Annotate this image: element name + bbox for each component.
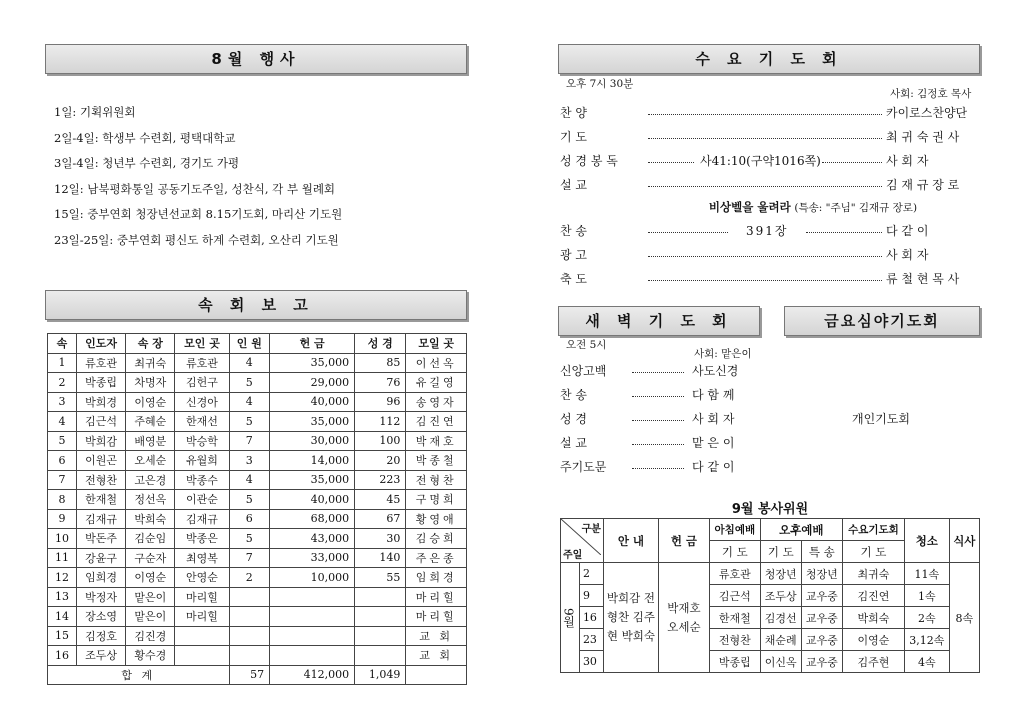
- group-number: 2: [48, 373, 77, 393]
- offering: 33,000: [270, 548, 355, 568]
- bible-chapters: 45: [355, 490, 406, 510]
- total-empty: [406, 665, 467, 685]
- attendance: [229, 607, 270, 627]
- bible-chapters: 76: [355, 373, 406, 393]
- prayer-header: 기 도: [709, 541, 760, 563]
- attendance: 4: [229, 353, 270, 373]
- next-place: 구명희: [406, 490, 467, 510]
- order-row: [560, 128, 980, 146]
- meeting-place: 이관순: [175, 490, 229, 510]
- dot-leader: [632, 362, 684, 373]
- bible-chapters: 20: [355, 451, 406, 471]
- bible-chapters: 85: [355, 353, 406, 373]
- attendance: [229, 646, 270, 666]
- group-head: 차명자: [126, 373, 175, 393]
- meeting-place: 신경아: [175, 392, 229, 412]
- attendance: 5: [229, 373, 270, 393]
- report-row: [48, 431, 467, 451]
- sermon-name: 비상벨을 울려라: [708, 200, 791, 214]
- report-row: [48, 412, 467, 432]
- report-row: [48, 548, 467, 568]
- order-value: 최 귀 숙 권 사: [886, 130, 960, 144]
- group-number: 14: [48, 607, 77, 627]
- special-song: 청장년: [801, 563, 842, 585]
- order-value: 김 재 규 장 로: [886, 178, 960, 192]
- meeting-place: 박종은: [175, 529, 229, 549]
- leader: 김재규: [77, 509, 126, 529]
- group-head: 김순임: [126, 529, 175, 549]
- guide-names: 박희감 전형찬 김주현 박희숙: [603, 563, 658, 673]
- friday-body: 개인기도회: [852, 412, 910, 426]
- order-value: 사 회 자: [886, 248, 929, 262]
- report-header: 인 원: [229, 334, 270, 354]
- bible-chapters: 100: [355, 431, 406, 451]
- dawn-value: 다 함 께: [692, 388, 735, 402]
- group-number: 9: [48, 509, 77, 529]
- leader: 강윤구: [77, 548, 126, 568]
- cleaning-group: 4속: [904, 651, 949, 673]
- report-header-row: [48, 334, 467, 354]
- dot-leader: [648, 104, 882, 115]
- dawn-value: 다 같 이: [692, 460, 735, 474]
- bible-chapters: 112: [355, 412, 406, 432]
- next-place: 황영애: [406, 509, 467, 529]
- group-number: 1: [48, 353, 77, 373]
- leader: 박희경: [77, 392, 126, 412]
- week-number: 9: [579, 585, 603, 607]
- scripture-ref: 사41:10(구약1016쪽): [700, 154, 821, 168]
- corner-cell: [561, 519, 604, 563]
- next-place: 마리힐: [406, 587, 467, 607]
- dawn-row: [560, 458, 760, 476]
- leader: 이원곤: [77, 451, 126, 471]
- report-table: [47, 333, 467, 685]
- next-place: 전형찬: [406, 470, 467, 490]
- offering: [270, 646, 355, 666]
- report-header: 성 경: [355, 334, 406, 354]
- cleaning-group: 1속: [904, 585, 949, 607]
- hymn-number: 391장: [746, 224, 789, 238]
- report-row: [48, 373, 467, 393]
- cleaning-group: 3,12속: [904, 629, 949, 651]
- order-label: 성 경 봉 독: [560, 154, 618, 168]
- offering: [270, 587, 355, 607]
- dot-leader: [822, 152, 882, 163]
- morning-prayer: 김근석: [709, 585, 760, 607]
- wed-prayer: 박희숙: [842, 607, 904, 629]
- morning-prayer: 전형찬: [709, 629, 760, 651]
- order-row: [560, 152, 980, 170]
- week-number: 16: [579, 607, 603, 629]
- order-row: [560, 176, 980, 194]
- next-place: 주은종: [406, 548, 467, 568]
- attendance: 5: [229, 490, 270, 510]
- offering: 35,000: [270, 412, 355, 432]
- dot-leader: [648, 176, 882, 187]
- group-head: 맡은이: [126, 587, 175, 607]
- bible-chapters: [355, 646, 406, 666]
- attendance: 3: [229, 451, 270, 471]
- total-bible: 1,049: [355, 665, 406, 685]
- group-number: 13: [48, 587, 77, 607]
- offering: 43,000: [270, 529, 355, 549]
- order-label: 축 도: [560, 272, 587, 286]
- next-place: 송영자: [406, 392, 467, 412]
- wed-prayer: 김진연: [842, 585, 904, 607]
- leader: 김근석: [77, 412, 126, 432]
- meeting-place: [175, 626, 229, 646]
- meal-group: 8속: [949, 563, 979, 673]
- next-place: 유길영: [406, 373, 467, 393]
- order-label: 찬 송: [560, 224, 587, 238]
- wednesday-title: 수 요 기 도 회: [558, 44, 980, 74]
- meal-header: 식사: [949, 519, 979, 563]
- bible-chapters: 30: [355, 529, 406, 549]
- dot-leader: [648, 270, 882, 281]
- report-header: 속: [48, 334, 77, 354]
- meeting-place: 한재선: [175, 412, 229, 432]
- dawn-row: [560, 386, 760, 404]
- group-number: 8: [48, 490, 77, 510]
- week-number: 30: [579, 651, 603, 673]
- attendance: 5: [229, 412, 270, 432]
- order-row: [560, 270, 980, 288]
- offering-header: 헌 금: [658, 519, 709, 563]
- report-row: [48, 529, 467, 549]
- offering: 40,000: [270, 392, 355, 412]
- dot-leader: [632, 458, 684, 469]
- special-song: 교우중: [801, 629, 842, 651]
- report-row: [48, 646, 467, 666]
- meeting-place: 김헌구: [175, 373, 229, 393]
- group-number: 4: [48, 412, 77, 432]
- report-row: [48, 607, 467, 627]
- group-number: 10: [48, 529, 77, 549]
- group-head: 최귀숙: [126, 353, 175, 373]
- dawn-row: [560, 410, 760, 428]
- event-item: 12일: 남북평화통일 공동기도주일, 성찬식, 각 부 월례회: [54, 181, 336, 196]
- next-place: 마리힐: [406, 607, 467, 627]
- group-head: 주혜순: [126, 412, 175, 432]
- month-label: 9월: [561, 607, 576, 628]
- bible-chapters: [355, 607, 406, 627]
- attendance: 7: [229, 548, 270, 568]
- clean-header: 청소: [904, 519, 949, 563]
- offering: [270, 607, 355, 627]
- sermon-title: [648, 199, 978, 215]
- group-head: 맡은이: [126, 607, 175, 627]
- order-label: 기 도: [560, 130, 587, 144]
- report-header: 모인 곳: [175, 334, 229, 354]
- group-head: 오세순: [126, 451, 175, 471]
- offering: 14,000: [270, 451, 355, 471]
- total-offering: 412,000: [270, 665, 355, 685]
- report-header: 모일 곳: [406, 334, 467, 354]
- attendance: 4: [229, 470, 270, 490]
- wed-prayer: 최귀숙: [842, 563, 904, 585]
- offering: 35,000: [270, 353, 355, 373]
- dawn-label: 성 경: [560, 412, 587, 426]
- next-place: 박종철: [406, 451, 467, 471]
- special-song: 교우중: [801, 607, 842, 629]
- dawn-label: 찬 송: [560, 388, 587, 402]
- group-head: 박희숙: [126, 509, 175, 529]
- group-number: 6: [48, 451, 77, 471]
- dawn-order: [560, 362, 760, 482]
- group-head: 고은경: [126, 470, 175, 490]
- group-head: 황수경: [126, 646, 175, 666]
- offering: 35,000: [270, 470, 355, 490]
- dot-leader: [806, 222, 882, 233]
- wednesday-order: [560, 104, 980, 294]
- event-item: 1일: 기획위원회: [54, 105, 136, 119]
- dawn-host: 사회: 맡은이: [694, 348, 752, 360]
- special-song: 교우중: [801, 651, 842, 673]
- order-label: 설 교: [560, 178, 587, 192]
- prayer-header: 기 도: [842, 541, 904, 563]
- leader: 조두상: [77, 646, 126, 666]
- report-row: [48, 587, 467, 607]
- meeting-place: 박승학: [175, 431, 229, 451]
- next-place: 교 회: [406, 626, 467, 646]
- attendance: 7: [229, 431, 270, 451]
- report-row: [48, 392, 467, 412]
- leader: 한재철: [77, 490, 126, 510]
- next-place: 교 회: [406, 646, 467, 666]
- dot-leader: [648, 246, 882, 257]
- event-item: 15일: 중부연회 청장년선교회 8.15기도회, 마리산 기도원: [54, 207, 343, 221]
- dot-leader: [632, 386, 684, 397]
- offering-names: 박재호 오세순: [658, 563, 709, 673]
- event-item: 23일-25일: 중부연회 평신도 하계 수련회, 오산리 기도원: [54, 232, 339, 247]
- meeting-place: 유월희: [175, 451, 229, 471]
- corner-bottom: 주일: [563, 550, 583, 561]
- wednesday-host: 사회: 김정호 목사: [890, 88, 972, 100]
- corner-top: 구분: [581, 524, 601, 535]
- order-row: [560, 104, 980, 122]
- afternoon-prayer: 이신옥: [760, 651, 801, 673]
- next-place: 이선옥: [406, 353, 467, 373]
- wed-header: 수요기도회: [842, 519, 904, 541]
- group-head: 정선옥: [126, 490, 175, 510]
- attendance: [229, 626, 270, 646]
- dawn-row: [560, 434, 760, 452]
- bible-chapters: 223: [355, 470, 406, 490]
- meeting-place: 류호관: [175, 353, 229, 373]
- offering: 10,000: [270, 568, 355, 588]
- order-row: [560, 246, 980, 264]
- meeting-place: 마리힐: [175, 587, 229, 607]
- total-people: 57: [229, 665, 270, 685]
- report-header: 헌 금: [270, 334, 355, 354]
- special-song: 교우중: [801, 585, 842, 607]
- cleaning-group: 11속: [904, 563, 949, 585]
- group-head: 김진경: [126, 626, 175, 646]
- prayer-header: 기 도: [760, 541, 801, 563]
- dot-leader: [648, 152, 694, 163]
- meeting-place: 박종수: [175, 470, 229, 490]
- attendance: 2: [229, 568, 270, 588]
- meeting-place: 마리힐: [175, 607, 229, 627]
- dawn-label: 주기도문: [560, 460, 607, 474]
- report-row: [48, 490, 467, 510]
- afternoon-header: 오후예배: [760, 519, 842, 541]
- bible-chapters: [355, 626, 406, 646]
- leader: 임희경: [77, 568, 126, 588]
- morning-prayer: 한재철: [709, 607, 760, 629]
- report-row: [48, 353, 467, 373]
- week-number: 2: [579, 563, 603, 585]
- dawn-value: 사도신경: [692, 364, 739, 378]
- leader: 장소영: [77, 607, 126, 627]
- group-head: 이영순: [126, 392, 175, 412]
- leader: 박희감: [77, 431, 126, 451]
- guide-header: 안 내: [603, 519, 658, 563]
- report-row: [48, 470, 467, 490]
- offering: 29,000: [270, 373, 355, 393]
- service-header-row: [561, 519, 980, 541]
- dawn-time: 오전 5시: [566, 339, 607, 351]
- order-value: 사 회 자: [886, 154, 929, 168]
- order-row: [560, 222, 980, 240]
- group-number: 15: [48, 626, 77, 646]
- week-number: 23: [579, 629, 603, 651]
- report-row: [48, 626, 467, 646]
- leader: 박돈주: [77, 529, 126, 549]
- group-number: 16: [48, 646, 77, 666]
- attendance: 4: [229, 392, 270, 412]
- report-row: [48, 568, 467, 588]
- meeting-place: 최영복: [175, 548, 229, 568]
- event-item: 3일-4일: 청년부 수련회, 경기도 가평: [54, 156, 240, 170]
- report-title: 속 회 보 고: [45, 290, 467, 320]
- events-title: 8월 행사: [45, 44, 467, 74]
- total-label: 합 계: [48, 665, 230, 685]
- meeting-place: 안영순: [175, 568, 229, 588]
- attendance: [229, 587, 270, 607]
- morning-header: 아침예배: [709, 519, 760, 541]
- order-label: 찬 양: [560, 106, 587, 120]
- friday-title: 금요심야기도회: [784, 306, 980, 336]
- dot-leader: [632, 434, 684, 445]
- dawn-row: [560, 362, 760, 380]
- dot-leader: [648, 222, 728, 233]
- report-total-row: [48, 665, 467, 685]
- leader: 박정자: [77, 587, 126, 607]
- order-value: 카이로스찬양단: [886, 106, 968, 120]
- group-head: 이영순: [126, 568, 175, 588]
- leader: 박종립: [77, 373, 126, 393]
- report-row: [48, 451, 467, 471]
- group-number: 7: [48, 470, 77, 490]
- offering: [270, 626, 355, 646]
- special-header: 특 송: [801, 541, 842, 563]
- afternoon-prayer: 청장년: [760, 563, 801, 585]
- attendance: 6: [229, 509, 270, 529]
- next-place: 김승희: [406, 529, 467, 549]
- offering: 68,000: [270, 509, 355, 529]
- dawn-title: 새 벽 기 도 회: [558, 306, 760, 336]
- bible-chapters: 96: [355, 392, 406, 412]
- sermon-note: (특송: "주님" 김재규 장로): [794, 202, 918, 214]
- meeting-place: 김재규: [175, 509, 229, 529]
- leader: 김정호: [77, 626, 126, 646]
- month-cell: [561, 563, 580, 673]
- group-number: 11: [48, 548, 77, 568]
- order-label: 광 고: [560, 248, 587, 262]
- dot-leader: [632, 410, 684, 421]
- meeting-place: [175, 646, 229, 666]
- dawn-value: 맡 은 이: [692, 436, 735, 450]
- order-value: 다 같 이: [886, 224, 929, 238]
- report-header: 속 장: [126, 334, 175, 354]
- afternoon-prayer: 채순례: [760, 629, 801, 651]
- next-place: 박재호: [406, 431, 467, 451]
- next-place: 김진연: [406, 412, 467, 432]
- leader: 류호관: [77, 353, 126, 373]
- afternoon-prayer: 조두상: [760, 585, 801, 607]
- attendance: 5: [229, 529, 270, 549]
- dawn-label: 신앙고백: [560, 364, 607, 378]
- group-number: 3: [48, 392, 77, 412]
- service-row: [561, 563, 980, 585]
- event-item: 2일-4일: 학생부 수련회, 평택대학교: [54, 130, 236, 145]
- group-head: 구순자: [126, 548, 175, 568]
- group-number: 12: [48, 568, 77, 588]
- service-title: 9월 봉사위원: [731, 502, 809, 517]
- bible-chapters: 140: [355, 548, 406, 568]
- order-value: 류 철 현 목 사: [886, 272, 960, 286]
- service-table: [560, 518, 980, 673]
- wed-prayer: 이영순: [842, 629, 904, 651]
- dot-leader: [648, 128, 882, 139]
- offering: 30,000: [270, 431, 355, 451]
- report-row: [48, 509, 467, 529]
- morning-prayer: 박종립: [709, 651, 760, 673]
- group-head: 배영분: [126, 431, 175, 451]
- wed-prayer: 김주현: [842, 651, 904, 673]
- bible-chapters: 55: [355, 568, 406, 588]
- next-place: 임희경: [406, 568, 467, 588]
- afternoon-prayer: 김경선: [760, 607, 801, 629]
- bible-chapters: [355, 587, 406, 607]
- bible-chapters: 67: [355, 509, 406, 529]
- wednesday-time: 오후 7시 30분: [566, 78, 634, 90]
- cleaning-group: 2속: [904, 607, 949, 629]
- group-number: 5: [48, 431, 77, 451]
- events-list: [54, 100, 342, 253]
- morning-prayer: 류호관: [709, 563, 760, 585]
- leader: 전형찬: [77, 470, 126, 490]
- dawn-value: 사 회 자: [692, 412, 735, 426]
- report-header: 인도자: [77, 334, 126, 354]
- offering: 40,000: [270, 490, 355, 510]
- dawn-label: 설 교: [560, 436, 587, 450]
